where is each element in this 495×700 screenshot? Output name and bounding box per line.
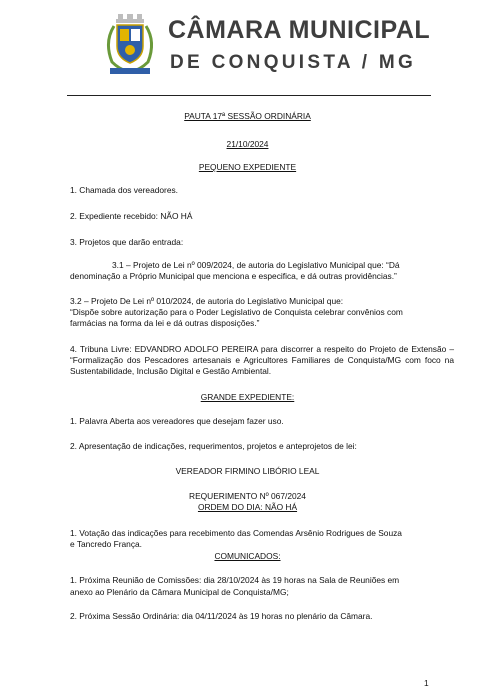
- ordem-item-1-line-2: e Tancredo França.: [70, 539, 143, 549]
- municipal-coat-of-arms-logo: [100, 12, 160, 80]
- session-date: 21/10/2024: [226, 139, 269, 149]
- item-3: 3. Projetos que darão entrada:: [70, 237, 184, 247]
- org-name-line2: DE CONQUISTA / MG: [170, 52, 417, 73]
- pequeno-expediente-heading: PEQUENO EXPEDIENTE: [198, 162, 297, 172]
- project-3-2-line-2: “Dispõe sobre autorização para o Poder Legislativo de Conquista celebrar convênios com: [70, 307, 403, 317]
- grande-item-1: 1. Palavra Aberta aos vereadores que desejam fazer uso.: [70, 416, 284, 426]
- item-1: 1. Chamada dos vereadores.: [70, 185, 179, 195]
- item-2: 2. Expediente recebido: NÃO HÁ: [70, 211, 193, 221]
- comunicado-2: 2. Próxima Sessão Ordinária: dia 04/11/2024 às 19 horas no plenário da Câmara.: [70, 611, 373, 621]
- org-name-line1: CÂMARA MUNICIPAL: [168, 16, 431, 44]
- grande-expediente-heading: GRANDE EXPEDIENTE:: [200, 392, 295, 402]
- comunicado-1-line-2: anexo ao Plenário da Câmara Municipal de Conquista/MG;: [70, 587, 289, 597]
- vereador-name: VEREADOR FIRMINO LIBÓRIO LEAL: [175, 466, 320, 476]
- letterhead: [0, 0, 495, 95]
- project-3-1-line-2: denominação a Próprio Municipal que menciona e especifica, e dá outras providências.”: [70, 271, 397, 281]
- grande-item-2: 2. Apresentação de indicações, requerimentos, projetos e anteprojetos de lei:: [70, 441, 357, 451]
- item-4-tribuna-livre: 4. Tribuna Livre: EDVANDRO ADOLFO PEREIRA para discorrer a respeito do Projeto de Extensão – “Formalização dos Pescadores artesanais e Agricultores Familiares de Conquista/MG com foco na Sustentabilidade, Inclusão Digital e Gestão Ambiental.: [70, 344, 454, 376]
- project-3-2-line-1: 3.2 – Projeto De Lei nº 010/2024, de autoria do Legislativo Municipal que:: [70, 296, 344, 306]
- requerimento-number: REQUERIMENTO Nº 067/2024: [189, 491, 306, 501]
- page-number: 1: [424, 678, 429, 688]
- header-rule: [67, 95, 431, 96]
- comunicado-1-line-1: 1. Próxima Reunião de Comissões: dia 28/10/2024 às 19 horas na Sala de Reuniões em: [70, 575, 400, 585]
- comunicados-heading: COMUNICADOS:: [214, 551, 281, 561]
- project-3-2-line-3: farmácias na forma da lei e dá outras disposições.”: [70, 318, 260, 328]
- ordem-item-1-line-1: 1. Votação das indicações para recebimento das Comendas Arsênio Rodrigues de Souza: [70, 528, 402, 538]
- project-3-1-line-1: 3.1 – Projeto de Lei nº 009/2024, de autoria do Legislativo Municipal que: “Dá: [112, 260, 400, 270]
- ordem-do-dia-heading: ORDEM DO DIA: NÃO HÁ: [197, 502, 298, 512]
- agenda-title: PAUTA 17ª SESSÃO ORDINÁRIA: [184, 111, 311, 121]
